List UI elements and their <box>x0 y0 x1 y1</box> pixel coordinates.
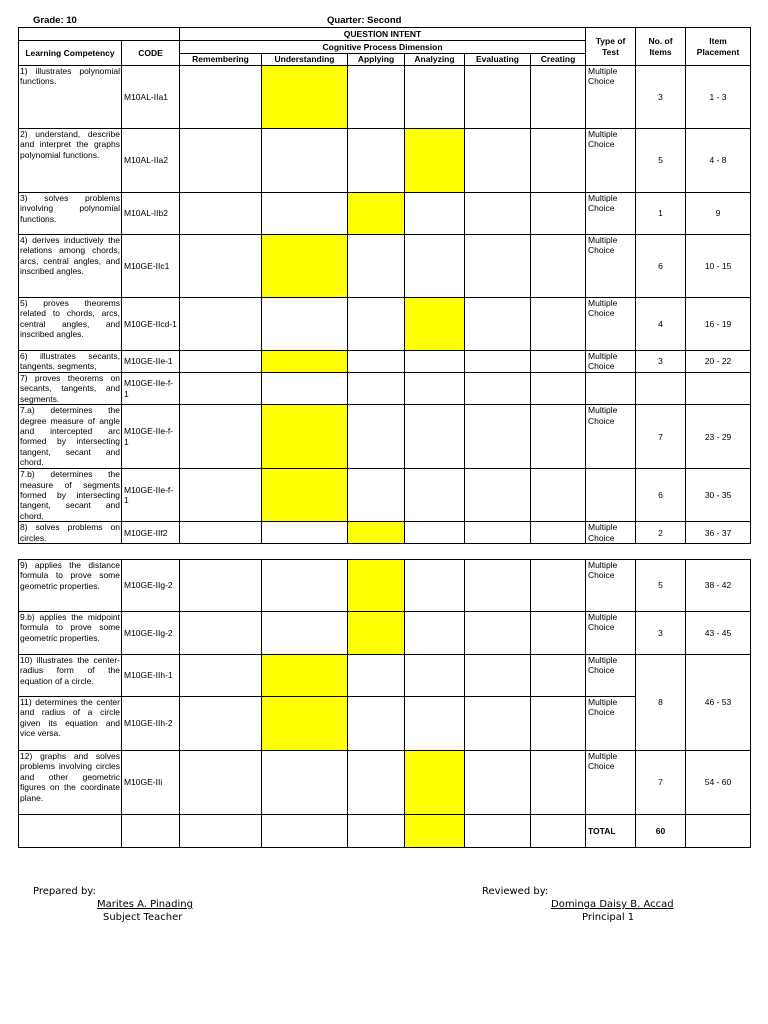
level-cell-analyzing <box>405 351 465 373</box>
competency-cell: 3) solves problems involving polynomial functions. <box>19 193 122 235</box>
level-cell-understanding <box>262 751 348 815</box>
level-cell-creating <box>531 405 586 469</box>
level-cell-evaluating <box>465 351 531 373</box>
table-row <box>19 235 751 298</box>
level-cell-understanding <box>262 697 348 751</box>
level-cell-analyzing <box>405 522 465 544</box>
level-cell-analyzing <box>405 405 465 469</box>
level-cell-remembering <box>180 522 262 544</box>
total-row <box>19 815 751 848</box>
level-cell-creating <box>531 373 586 405</box>
code-header: CODE <box>122 41 180 66</box>
total-level-cell-remembering <box>180 815 262 848</box>
no-of-items-cell: 6 <box>636 469 686 522</box>
reviewed-by-label: Reviewed by: <box>482 886 549 897</box>
no-of-items-cell: 3 <box>636 351 686 373</box>
item-placement-cell: 38 - 42 <box>686 560 751 612</box>
total-level-cell-creating <box>531 815 586 848</box>
item-placement-cell: 4 - 8 <box>686 129 751 193</box>
type-of-test-cell: Multiple Choice <box>586 66 636 129</box>
tos-table-part-1 <box>18 27 751 544</box>
table-row <box>19 612 751 655</box>
level-cell-applying <box>348 129 405 193</box>
level-cell-evaluating <box>465 405 531 469</box>
level-cell-applying <box>348 697 405 751</box>
no-of-items-cell: 7 <box>636 751 686 815</box>
level-cell-understanding <box>262 655 348 697</box>
level-cell-evaluating <box>465 560 531 612</box>
table-row <box>19 193 751 235</box>
code-cell: M10GE-IIg-2 <box>122 560 180 612</box>
table-row <box>19 751 751 815</box>
code-cell: M10GE-IIg-2 <box>122 612 180 655</box>
level-cell-analyzing <box>405 298 465 351</box>
no-of-items-cell: 1 <box>636 193 686 235</box>
level-cell-understanding <box>262 469 348 522</box>
item-placement-cell: 10 - 15 <box>686 235 751 298</box>
competency-cell: 2) understand, describe and interpret the graphs polynomial functions. <box>19 129 122 193</box>
no-of-items-cell: 8 <box>636 655 686 751</box>
competency-cell: 7) proves theorems on secants, tangents, and segments. <box>20 373 120 404</box>
total-level-cell-understanding <box>262 815 348 848</box>
type-of-test-cell: Multiple Choice <box>586 129 636 193</box>
competency-cell: 9) applies the distance formula to prove some geometric properties. <box>19 560 122 612</box>
level-cell-remembering <box>180 751 262 815</box>
level-cell-creating <box>531 655 586 697</box>
no-of-items-cell: 7 <box>636 405 686 469</box>
table-row <box>19 469 751 522</box>
competency-cell: 7.a) determines the degree measure of angle and intercepted arc formed by intersecting tangent, secant and chord. <box>20 405 120 468</box>
table-row <box>19 373 751 405</box>
level-header-understanding: Understanding <box>262 54 348 66</box>
code-cell: M10GE-IIc1 <box>122 235 180 298</box>
table-row <box>19 66 751 129</box>
level-cell-analyzing <box>405 193 465 235</box>
type-of-test-cell: Multiple Choice <box>586 612 636 655</box>
level-cell-remembering <box>180 351 262 373</box>
no-of-items-cell: 3 <box>636 612 686 655</box>
table-row <box>19 129 751 193</box>
competency-cell: 1) illustrates polynomial functions. <box>19 66 122 129</box>
item-placement-cell: 30 - 35 <box>686 469 751 522</box>
competency-cell: 8) solves problems on circles. <box>20 522 120 543</box>
total-blank-cell <box>122 815 180 848</box>
table-row <box>19 655 751 697</box>
level-cell-creating <box>531 298 586 351</box>
reviewed-by-title: Principal 1 <box>582 912 635 923</box>
code-cell: M10GE-IIh-2 <box>122 697 180 751</box>
no-of-items-header: No. of Items <box>636 28 686 66</box>
item-placement-cell: 46 - 53 <box>686 655 751 751</box>
prepared-by-label: Prepared by: <box>33 886 96 897</box>
no-of-items-cell: 3 <box>636 66 686 129</box>
level-cell-analyzing <box>405 235 465 298</box>
item-placement-cell <box>686 373 751 405</box>
level-cell-creating <box>531 697 586 751</box>
blank-header-cell <box>19 28 180 41</box>
level-cell-evaluating <box>465 373 531 405</box>
level-cell-applying <box>348 655 405 697</box>
cognitive-dimension-header: Cognitive Process Dimension <box>180 41 586 54</box>
total-level-cell-applying <box>348 815 405 848</box>
level-cell-applying <box>348 560 405 612</box>
code-cell: M10GE-IIh-1 <box>122 655 180 697</box>
level-cell-evaluating <box>465 655 531 697</box>
level-cell-evaluating <box>465 522 531 544</box>
level-header-analyzing: Analyzing <box>405 54 465 66</box>
level-cell-applying <box>348 405 405 469</box>
code-cell: M10GE-IIcd-1 <box>122 298 180 351</box>
level-cell-evaluating <box>465 298 531 351</box>
level-cell-understanding <box>262 351 348 373</box>
level-cell-creating <box>531 129 586 193</box>
code-cell: M10AL-IIa2 <box>122 129 180 193</box>
level-cell-remembering <box>180 373 262 405</box>
level-cell-creating <box>531 235 586 298</box>
level-cell-understanding <box>262 235 348 298</box>
level-cell-remembering <box>180 298 262 351</box>
level-cell-creating <box>531 612 586 655</box>
level-cell-applying <box>348 351 405 373</box>
total-level-cell-evaluating <box>465 815 531 848</box>
level-cell-evaluating <box>465 469 531 522</box>
type-of-test-cell: Multiple Choice <box>586 655 636 697</box>
code-cell: M10AL-IIa1 <box>122 66 180 129</box>
type-of-test-cell: Multiple Choice <box>586 697 636 751</box>
level-cell-applying <box>348 235 405 298</box>
item-placement-cell: 16 - 19 <box>686 298 751 351</box>
level-cell-analyzing <box>405 129 465 193</box>
level-cell-creating <box>531 560 586 612</box>
level-cell-creating <box>531 351 586 373</box>
table-row <box>19 560 751 612</box>
level-cell-remembering <box>180 129 262 193</box>
type-of-test-cell: Multiple Choice <box>586 193 636 235</box>
code-cell: M10GE-IIi <box>122 751 180 815</box>
level-header-evaluating: Evaluating <box>465 54 531 66</box>
level-cell-evaluating <box>465 697 531 751</box>
competency-cell: 5) proves theorems related to chords, arcs, central angles, and inscribed angles. <box>19 298 122 351</box>
item-placement-cell: 1 - 3 <box>686 66 751 129</box>
level-cell-understanding <box>262 612 348 655</box>
level-cell-remembering <box>180 66 262 129</box>
type-of-test-cell: Multiple Choice <box>586 560 636 612</box>
level-cell-creating <box>531 193 586 235</box>
no-of-items-cell: 6 <box>636 235 686 298</box>
item-placement-cell: 43 - 45 <box>686 612 751 655</box>
type-of-test-cell <box>586 373 636 405</box>
level-cell-understanding <box>262 193 348 235</box>
no-of-items-cell <box>636 373 686 405</box>
competency-cell: 4) derives inductively the relations among chords, arcs, central angles, and inscribed angles. <box>19 235 122 298</box>
total-value: 60 <box>636 815 686 848</box>
level-cell-evaluating <box>465 751 531 815</box>
item-placement-cell: 20 - 22 <box>686 351 751 373</box>
competency-cell: 12) graphs and solves problems involving circles and other geometric figures on the coordinate plane. <box>19 751 122 815</box>
level-cell-creating <box>531 751 586 815</box>
level-cell-analyzing <box>405 560 465 612</box>
level-cell-evaluating <box>465 612 531 655</box>
prepared-by-title: Subject Teacher <box>103 912 183 923</box>
table-row <box>19 522 751 544</box>
level-header-creating: Creating <box>531 54 586 66</box>
level-cell-understanding <box>262 129 348 193</box>
level-cell-analyzing <box>405 751 465 815</box>
level-cell-remembering <box>180 469 262 522</box>
competency-cell: 6) illustrates secants, tangents, segments, <box>20 351 120 372</box>
code-cell: M10GE-IIe-f-1 <box>122 405 180 469</box>
table-row <box>19 405 751 469</box>
grade-label: Grade: 10 <box>33 15 77 26</box>
level-cell-applying <box>348 751 405 815</box>
item-placement-cell: 9 <box>686 193 751 235</box>
competency-cell: 9.b) applies the midpoint formula to prove some geometric properties. <box>19 612 122 655</box>
level-cell-understanding <box>262 560 348 612</box>
quarter-label: Quarter: Second <box>327 15 402 26</box>
level-cell-applying <box>348 193 405 235</box>
type-of-test-cell: Multiple Choice <box>586 751 636 815</box>
level-cell-understanding <box>262 66 348 129</box>
no-of-items-cell: 4 <box>636 298 686 351</box>
tos-table-part-2 <box>18 559 751 848</box>
code-cell: M10GE-IIe-1 <box>122 351 180 373</box>
level-cell-remembering <box>180 612 262 655</box>
item-placement-cell: 23 - 29 <box>686 405 751 469</box>
no-of-items-cell: 5 <box>636 560 686 612</box>
level-cell-applying <box>348 373 405 405</box>
level-cell-analyzing <box>405 655 465 697</box>
level-cell-applying <box>348 66 405 129</box>
level-cell-remembering <box>180 697 262 751</box>
level-cell-evaluating <box>465 193 531 235</box>
code-cell: M10GE-IIe-f-1 <box>122 373 180 405</box>
learning-competency-header: Learning Competency <box>19 41 122 66</box>
prepared-by-name: Marites A. Pinading <box>97 899 193 910</box>
level-cell-remembering <box>180 193 262 235</box>
total-level-cell-analyzing <box>405 815 465 848</box>
competency-cell: 10) illustrates the center-radius form of the equation of a circle. <box>19 655 122 697</box>
level-cell-creating <box>531 522 586 544</box>
level-cell-remembering <box>180 560 262 612</box>
level-cell-evaluating <box>465 129 531 193</box>
type-of-test-cell: Multiple Choice <box>586 298 636 351</box>
item-placement-cell: 54 - 60 <box>686 751 751 815</box>
total-blank-cell <box>686 815 751 848</box>
competency-cell: 7.b) determines the measure of segments formed by intersecting tangent, secant and chord. <box>20 469 120 521</box>
level-cell-analyzing <box>405 66 465 129</box>
level-cell-evaluating <box>465 235 531 298</box>
level-cell-analyzing <box>405 373 465 405</box>
item-placement-cell: 36 - 37 <box>686 522 751 544</box>
level-cell-remembering <box>180 235 262 298</box>
level-cell-creating <box>531 66 586 129</box>
question-intent-header: QUESTION INTENT <box>180 28 586 41</box>
level-cell-remembering <box>180 405 262 469</box>
no-of-items-cell: 2 <box>636 522 686 544</box>
type-of-test-header: Type of Test <box>586 28 636 66</box>
code-cell: M10GE-IIe-f-1 <box>122 469 180 522</box>
no-of-items-cell: 5 <box>636 129 686 193</box>
code-cell: M10GE-IIf2 <box>122 522 180 544</box>
level-cell-analyzing <box>405 469 465 522</box>
total-label: TOTAL <box>586 815 636 848</box>
level-header-remembering: Remembering <box>180 54 262 66</box>
reviewed-by-name: Dominga Daisy B. Accad <box>551 899 674 910</box>
type-of-test-cell: Multiple Choice <box>586 522 636 544</box>
level-cell-applying <box>348 522 405 544</box>
level-cell-evaluating <box>465 66 531 129</box>
table-row <box>19 351 751 373</box>
item-placement-header: Item Placement <box>686 28 751 66</box>
code-cell: M10AL-IIb2 <box>122 193 180 235</box>
level-cell-analyzing <box>405 697 465 751</box>
level-cell-remembering <box>180 655 262 697</box>
total-blank-cell <box>19 815 122 848</box>
type-of-test-cell: Multiple Choice <box>586 235 636 298</box>
competency-cell: 11) determines the center and radius of a circle given its equation and vice versa. <box>19 697 122 751</box>
level-cell-applying <box>348 298 405 351</box>
level-cell-analyzing <box>405 612 465 655</box>
type-of-test-cell: Multiple Choice <box>586 405 636 469</box>
level-cell-understanding <box>262 405 348 469</box>
type-of-test-cell <box>586 469 636 522</box>
level-header-applying: Applying <box>348 54 405 66</box>
level-cell-creating <box>531 469 586 522</box>
level-cell-applying <box>348 469 405 522</box>
level-cell-applying <box>348 612 405 655</box>
level-cell-understanding <box>262 298 348 351</box>
table-row <box>19 298 751 351</box>
level-cell-understanding <box>262 522 348 544</box>
level-cell-understanding <box>262 373 348 405</box>
type-of-test-cell: Multiple Choice <box>586 351 636 373</box>
